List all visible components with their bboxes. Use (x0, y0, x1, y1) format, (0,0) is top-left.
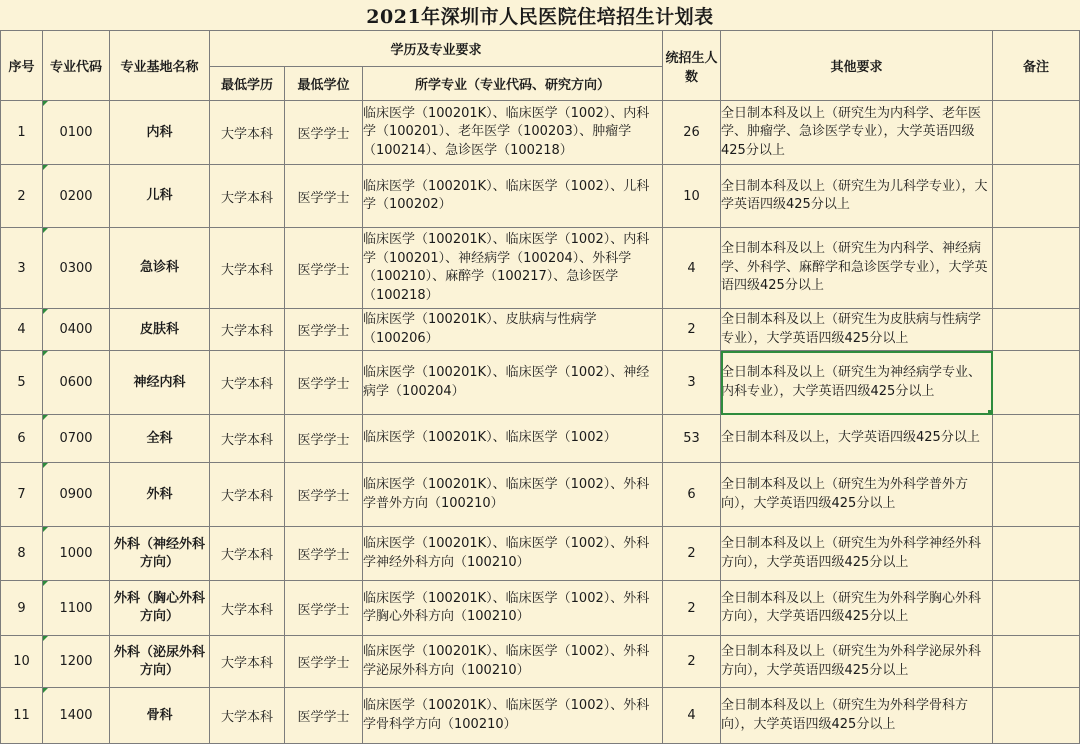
cell-min-degree[interactable]: 医学学士 (285, 463, 363, 527)
cell-seq[interactable]: 4 (1, 309, 43, 351)
cell-note[interactable] (993, 228, 1080, 309)
cell-name[interactable]: 外科（胸心外科方向） (110, 581, 210, 636)
header-note[interactable]: 备注 (993, 31, 1080, 101)
cell-name[interactable]: 外科 (110, 463, 210, 527)
cell-name[interactable]: 急诊科 (110, 228, 210, 309)
cell-quota[interactable]: 2 (663, 636, 721, 688)
table-row (1, 101, 1080, 165)
cell-other[interactable]: 全日制本科及以上（研究生为外科学普外方向），大学英语四级425分以上 (721, 463, 993, 527)
cell-code[interactable]: 0300 (43, 228, 110, 309)
cell-code[interactable]: 0700 (43, 415, 110, 463)
cell-note[interactable] (993, 581, 1080, 636)
cell-code[interactable]: 0100 (43, 101, 110, 165)
cell-min-edu[interactable]: 大学本科 (210, 309, 285, 351)
cell-majors[interactable]: 临床医学（100201K）、临床医学（1002）、外科学骨科学方向（100210） (363, 688, 663, 744)
cell-min-edu[interactable]: 大学本科 (210, 636, 285, 688)
cell-other[interactable]: 全日制本科及以上（研究生为儿科学专业），大学英语四级425分以上 (721, 165, 993, 228)
cell-name[interactable]: 外科（神经外科方向） (110, 527, 210, 581)
table-row (1, 581, 1080, 636)
cell-min-degree[interactable]: 医学学士 (285, 165, 363, 228)
cell-note[interactable] (993, 527, 1080, 581)
table-row (1, 527, 1080, 581)
cell-min-degree[interactable]: 医学学士 (285, 636, 363, 688)
cell-note[interactable] (993, 165, 1080, 228)
cell-code[interactable]: 1100 (43, 581, 110, 636)
cell-seq[interactable]: 11 (1, 688, 43, 744)
cell-other[interactable]: 全日制本科及以上（研究生为皮肤病与性病学专业），大学英语四级425分以上 (721, 309, 993, 351)
cell-majors[interactable]: 临床医学（100201K）、临床医学（1002）、内科学（100201）、神经病学（100204）、外科学（100210）、麻醉学（100217）、急诊医学（100218） (363, 228, 663, 309)
cell-note[interactable] (993, 463, 1080, 527)
cell-code[interactable]: 0600 (43, 351, 110, 415)
cell-min-edu[interactable]: 大学本科 (210, 688, 285, 744)
header-min-degree[interactable]: 最低学位 (285, 67, 363, 101)
cell-code[interactable]: 0900 (43, 463, 110, 527)
cell-name[interactable]: 骨科 (110, 688, 210, 744)
cell-min-edu[interactable]: 大学本科 (210, 415, 285, 463)
cell-min-degree[interactable]: 医学学士 (285, 309, 363, 351)
cell-name[interactable]: 外科（泌尿外科方向） (110, 636, 210, 688)
cell-majors[interactable]: 临床医学（100201K）、临床医学（1002）、外科学普外方向（100210） (363, 463, 663, 527)
cell-min-degree[interactable]: 医学学士 (285, 101, 363, 165)
cell-min-edu[interactable]: 大学本科 (210, 351, 285, 415)
cell-seq[interactable]: 8 (1, 527, 43, 581)
cell-majors[interactable]: 临床医学（100201K）、临床医学（1002）、内科学（100201）、老年医学（100203）、肿瘤学（100214）、急诊医学（100218） (363, 101, 663, 165)
cell-min-edu[interactable]: 大学本科 (210, 165, 285, 228)
cell-seq[interactable]: 3 (1, 228, 43, 309)
cell-other[interactable]: 全日制本科及以上（研究生为外科学泌尿外科方向），大学英语四级425分以上 (721, 636, 993, 688)
cell-min-degree[interactable]: 医学学士 (285, 688, 363, 744)
cell-code[interactable]: 1400 (43, 688, 110, 744)
cell-note[interactable] (993, 309, 1080, 351)
header-code[interactable]: 专业代码 (43, 31, 110, 101)
cell-min-degree[interactable]: 医学学士 (285, 581, 363, 636)
cell-note[interactable] (993, 636, 1080, 688)
cell-other[interactable]: 全日制本科及以上（研究生为内科学、神经病学、外科学、麻醉学和急诊医学专业），大学英语四级425分以上 (721, 228, 993, 309)
header-quota[interactable]: 统招生人数 (663, 31, 721, 101)
cell-min-edu[interactable]: 大学本科 (210, 527, 285, 581)
table-title: 2021年深圳市人民医院住培招生计划表 (366, 6, 714, 28)
cell-quota[interactable]: 2 (663, 309, 721, 351)
cell-quota[interactable]: 2 (663, 581, 721, 636)
cell-seq[interactable]: 5 (1, 351, 43, 415)
cell-min-degree[interactable]: 医学学士 (285, 351, 363, 415)
table-row (1, 351, 1080, 415)
header-min-edu[interactable]: 最低学历 (210, 67, 285, 101)
enrollment-plan-table (0, 30, 1080, 744)
table-row (1, 688, 1080, 744)
cell-other[interactable]: 全日制本科及以上（研究生为外科学神经外科方向），大学英语四级425分以上 (721, 527, 993, 581)
cell-code[interactable]: 1200 (43, 636, 110, 688)
cell-code[interactable]: 1000 (43, 527, 110, 581)
cell-quota[interactable]: 10 (663, 165, 721, 228)
cell-seq[interactable]: 6 (1, 415, 43, 463)
cell-other[interactable]: 全日制本科及以上（研究生为外科学骨科方向），大学英语四级425分以上 (721, 688, 993, 744)
cell-majors[interactable]: 临床医学（100201K）、临床医学（1002） (363, 415, 663, 463)
cell-min-edu[interactable]: 大学本科 (210, 228, 285, 309)
cell-quota[interactable]: 2 (663, 527, 721, 581)
cell-note[interactable] (993, 415, 1080, 463)
cell-other[interactable]: 全日制本科及以上，大学英语四级425分以上 (721, 415, 993, 463)
cell-name[interactable]: 内科 (110, 101, 210, 165)
header-seq[interactable]: 序号 (1, 31, 43, 101)
cell-seq[interactable]: 9 (1, 581, 43, 636)
cell-majors[interactable]: 临床医学（100201K）、临床医学（1002）、神经病学（100204） (363, 351, 663, 415)
cell-name[interactable]: 全科 (110, 415, 210, 463)
header-other[interactable]: 其他要求 (721, 31, 993, 101)
cell-name[interactable]: 儿科 (110, 165, 210, 228)
cell-majors[interactable]: 临床医学（100201K）、临床医学（1002）、外科学神经外科方向（100210） (363, 527, 663, 581)
cell-seq[interactable]: 7 (1, 463, 43, 527)
cell-seq[interactable]: 1 (1, 101, 43, 165)
table-row (1, 309, 1080, 351)
cell-majors[interactable]: 临床医学（100201K）、临床医学（1002）、外科学泌尿外科方向（100210） (363, 636, 663, 688)
cell-other[interactable]: 全日制本科及以上（研究生为外科学胸心外科方向），大学英语四级425分以上 (721, 581, 993, 636)
cell-majors[interactable]: 临床医学（100201K）、临床医学（1002）、外科学胸心外科方向（100210） (363, 581, 663, 636)
cell-note[interactable] (993, 688, 1080, 744)
cell-min-degree[interactable]: 医学学士 (285, 415, 363, 463)
cell-code[interactable]: 0200 (43, 165, 110, 228)
header-edu-group[interactable]: 学历及专业要求 (210, 31, 663, 67)
cell-name[interactable]: 神经内科 (110, 351, 210, 415)
cell-name[interactable]: 皮肤科 (110, 309, 210, 351)
table-row (1, 415, 1080, 463)
cell-code[interactable]: 0400 (43, 309, 110, 351)
cell-note[interactable] (993, 351, 1080, 415)
cell-min-degree[interactable]: 医学学士 (285, 228, 363, 309)
cell-quota[interactable]: 26 (663, 101, 721, 165)
table-row (1, 228, 1080, 309)
table-row (1, 165, 1080, 228)
cell-min-edu[interactable]: 大学本科 (210, 101, 285, 165)
cell-quota[interactable]: 4 (663, 688, 721, 744)
cell-quota[interactable]: 3 (663, 351, 721, 415)
cell-quota[interactable]: 53 (663, 415, 721, 463)
cell-min-edu[interactable]: 大学本科 (210, 463, 285, 527)
cell-seq[interactable]: 10 (1, 636, 43, 688)
cell-quota[interactable]: 4 (663, 228, 721, 309)
cell-quota[interactable]: 6 (663, 463, 721, 527)
cell-min-degree[interactable]: 医学学士 (285, 527, 363, 581)
cell-other[interactable]: 全日制本科及以上（研究生为内科学、老年医学、肿瘤学、急诊医学专业），大学英语四级425分以上 (721, 101, 993, 165)
header-majors[interactable]: 所学专业（专业代码、研究方向） (363, 67, 663, 101)
cell-other-selected[interactable]: 全日制本科及以上（研究生为神经病学专业、内科专业），大学英语四级425分以上 (721, 351, 993, 415)
cell-seq[interactable]: 2 (1, 165, 43, 228)
cell-majors[interactable]: 临床医学（100201K）、临床医学（1002）、儿科学（100202） (363, 165, 663, 228)
cell-note[interactable] (993, 101, 1080, 165)
header-name[interactable]: 专业基地名称 (110, 31, 210, 101)
cell-majors[interactable]: 临床医学（100201K）、皮肤病与性病学（100206） (363, 309, 663, 351)
cell-min-edu[interactable]: 大学本科 (210, 581, 285, 636)
table-row (1, 636, 1080, 688)
table-row (1, 463, 1080, 527)
